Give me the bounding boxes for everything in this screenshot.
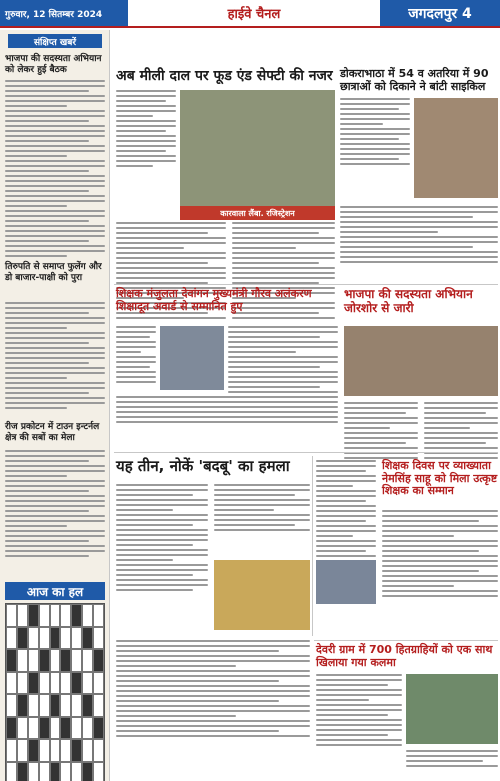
headline-teacher-honour: शिक्षक दिवस पर व्याख्याता नेमसिंह साहू को मिला उत्कृष्ट शिक्षक का सम्मान	[382, 459, 498, 498]
article-kalma-col2	[406, 750, 498, 767]
puzzle-grid	[5, 603, 105, 781]
article-kalma-col1	[316, 674, 402, 746]
brief-body-1	[5, 80, 105, 257]
article-insect-col1	[116, 484, 208, 591]
brief-body-3	[5, 450, 105, 557]
headline-bjp-membership: भाजपा की सदस्यता अभियान जोरशोर से जारी	[344, 287, 473, 315]
divider-1	[114, 284, 498, 285]
brief-title-3: रीज प्रकोटन में टाउन इन्टर्नल क्षेत्र की सबों का मेला	[5, 422, 100, 443]
article-cycle-col1	[340, 98, 410, 165]
article-food-safety-col1	[116, 90, 176, 167]
masthead	[0, 0, 500, 28]
page-label: जगदलपुर 4	[380, 0, 500, 26]
photo-middle	[316, 560, 376, 604]
article-cycle-col2	[340, 206, 498, 263]
headline-food-safety: अब मीली दाल पर फूड एंड सेफ्टी की नजर	[116, 68, 333, 84]
headline-insect-attack: यह तीन, नोकें 'बदबू' का हमला	[116, 457, 290, 475]
headline-cycle-distribution: डोकराभाठा में 54 व अतरिया में 90 छात्राओं को दिकाने ने बांटी साइकिल	[340, 67, 489, 93]
brief-body-2	[5, 302, 105, 409]
photo-award-ceremony	[160, 326, 224, 390]
photo-dal-inspection	[180, 90, 335, 220]
photo-insect	[214, 560, 310, 630]
photo-cycle-distribution	[414, 98, 498, 198]
photo-bjp-meeting	[344, 326, 498, 396]
sidebar-briefs	[0, 30, 110, 781]
headline-teacher-award: शिक्षक मंजुलता देवांगन मुख्यमंत्री गौरव अलंकरण शिक्षादूत अवार्ड से सम्मानित हुए	[116, 287, 312, 313]
headline-kalma-distribution: देवरी ग्राम में 700 हितग्राहियों को एक साथ खिलाया गया कलमा	[316, 643, 493, 669]
puzzle-header: आज का हल	[5, 582, 105, 600]
article-insect-col3	[116, 640, 310, 737]
sidebar-header: संक्षिप्त खबरें	[8, 34, 102, 48]
divider-3	[314, 640, 498, 641]
photo-caption-banner: कारवाला लैंबा. रजिस्ट्रेशन	[180, 206, 335, 220]
article-award-col3	[116, 396, 338, 423]
article-bjp-col1	[344, 402, 418, 459]
divider-v-1	[312, 456, 313, 636]
article-bjp-col2	[424, 402, 498, 459]
brief-title-2: तिरुपति से समाप्त फुलेंग और डो बाजार-पाक्षी को पुरा	[5, 262, 102, 283]
article-award-col1	[116, 326, 156, 383]
photo-kalma-event	[406, 674, 498, 744]
article-insect-col2	[214, 484, 310, 531]
divider-2	[114, 452, 498, 453]
issue-date: गुरुवार, 12 सितम्बर 2024	[0, 0, 128, 26]
article-honour-col1	[382, 510, 498, 597]
paper-name: हाईवे चैनल	[227, 7, 281, 22]
brief-title-1: भाजपा की सदस्यता अभियान को लेकर हुई बैठक	[5, 54, 102, 75]
